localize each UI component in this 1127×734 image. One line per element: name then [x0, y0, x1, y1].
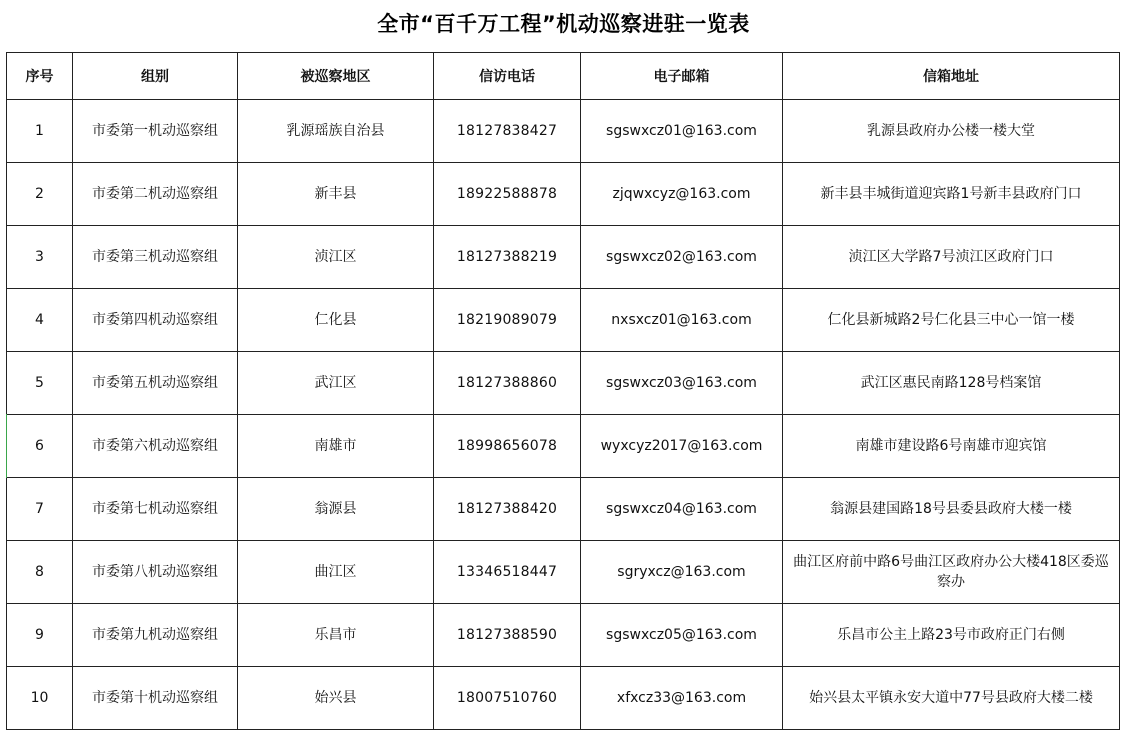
cell-email: sgswxcz02@163.com — [581, 226, 783, 289]
cell-address: 仁化县新城路2号仁化县三中心一馆一楼 — [783, 289, 1120, 352]
cell-no: 3 — [7, 226, 73, 289]
cell-email: zjqwxcyz@163.com — [581, 163, 783, 226]
cell-group: 市委第五机动巡察组 — [73, 352, 238, 415]
table-row — [7, 289, 1120, 352]
cell-no: 5 — [7, 352, 73, 415]
cell-group: 市委第一机动巡察组 — [73, 100, 238, 163]
cell-region: 新丰县 — [238, 163, 434, 226]
header-no: 序号 — [7, 53, 73, 100]
cell-region: 曲江区 — [238, 541, 434, 604]
table-row — [7, 478, 1120, 541]
cell-phone: 18219089079 — [434, 289, 581, 352]
cell-email: nxsxcz01@163.com — [581, 289, 783, 352]
header-region: 被巡察地区 — [238, 53, 434, 100]
cell-group: 市委第九机动巡察组 — [73, 604, 238, 667]
cell-phone: 18127838427 — [434, 100, 581, 163]
cell-address: 乳源县政府办公楼一楼大堂 — [783, 100, 1120, 163]
header-phone: 信访电话 — [434, 53, 581, 100]
page-title: 全市“百千万工程”机动巡察进驻一览表 — [377, 12, 750, 36]
cell-group: 市委第三机动巡察组 — [73, 226, 238, 289]
cell-phone: 18922588878 — [434, 163, 581, 226]
cell-no: 4 — [7, 289, 73, 352]
cell-group: 市委第六机动巡察组 — [73, 415, 238, 478]
table-row — [7, 100, 1120, 163]
cell-address: 浈江区大学路7号浈江区政府门口 — [783, 226, 1120, 289]
cell-no: 1 — [7, 100, 73, 163]
cell-address: 武江区惠民南路128号档案馆 — [783, 352, 1120, 415]
cell-group: 市委第二机动巡察组 — [73, 163, 238, 226]
cell-no: 7 — [7, 478, 73, 541]
cell-address: 翁源县建国路18号县委县政府大楼一楼 — [783, 478, 1120, 541]
cell-phone: 18007510760 — [434, 667, 581, 730]
cell-group: 市委第十机动巡察组 — [73, 667, 238, 730]
header-email: 电子邮箱 — [581, 53, 783, 100]
cell-email: sgswxcz05@163.com — [581, 604, 783, 667]
cell-region: 乐昌市 — [238, 604, 434, 667]
cell-address: 南雄市建设路6号南雄市迎宾馆 — [783, 415, 1120, 478]
header-group: 组别 — [73, 53, 238, 100]
cell-region: 浈江区 — [238, 226, 434, 289]
cell-group: 市委第八机动巡察组 — [73, 541, 238, 604]
cell-group: 市委第七机动巡察组 — [73, 478, 238, 541]
row-edge-highlight — [6, 414, 7, 478]
cell-phone: 18127388219 — [434, 226, 581, 289]
table-row — [7, 415, 1120, 478]
cell-address: 曲江区府前中路6号曲江区政府办公大楼418区委巡察办 — [783, 541, 1120, 604]
cell-email: sgswxcz03@163.com — [581, 352, 783, 415]
cell-phone: 18127388860 — [434, 352, 581, 415]
cell-no: 6 — [7, 415, 73, 478]
cell-group: 市委第四机动巡察组 — [73, 289, 238, 352]
table-row — [7, 541, 1120, 604]
cell-region: 乳源瑶族自治县 — [238, 100, 434, 163]
table-row — [7, 604, 1120, 667]
cell-no: 8 — [7, 541, 73, 604]
cell-address: 乐昌市公主上路23号市政府正门右侧 — [783, 604, 1120, 667]
table-row — [7, 667, 1120, 730]
cell-phone: 13346518447 — [434, 541, 581, 604]
cell-email: sgswxcz04@163.com — [581, 478, 783, 541]
cell-no: 9 — [7, 604, 73, 667]
cell-email: sgryxcz@163.com — [581, 541, 783, 604]
cell-region: 始兴县 — [238, 667, 434, 730]
header-address: 信箱地址 — [783, 53, 1120, 100]
table-header-row — [7, 53, 1120, 100]
cell-no: 2 — [7, 163, 73, 226]
cell-region: 翁源县 — [238, 478, 434, 541]
cell-phone: 18998656078 — [434, 415, 581, 478]
cell-phone: 18127388590 — [434, 604, 581, 667]
cell-phone: 18127388420 — [434, 478, 581, 541]
inspection-table — [6, 52, 1120, 730]
table-row — [7, 163, 1120, 226]
cell-region: 武江区 — [238, 352, 434, 415]
cell-email: wyxcyz2017@163.com — [581, 415, 783, 478]
cell-address: 始兴县太平镇永安大道中77号县政府大楼二楼 — [783, 667, 1120, 730]
cell-region: 南雄市 — [238, 415, 434, 478]
cell-no: 10 — [7, 667, 73, 730]
cell-region: 仁化县 — [238, 289, 434, 352]
table-row — [7, 352, 1120, 415]
cell-email: xfxcz33@163.com — [581, 667, 783, 730]
cell-address: 新丰县丰城街道迎宾路1号新丰县政府门口 — [783, 163, 1120, 226]
table-row — [7, 226, 1120, 289]
cell-email: sgswxcz01@163.com — [581, 100, 783, 163]
